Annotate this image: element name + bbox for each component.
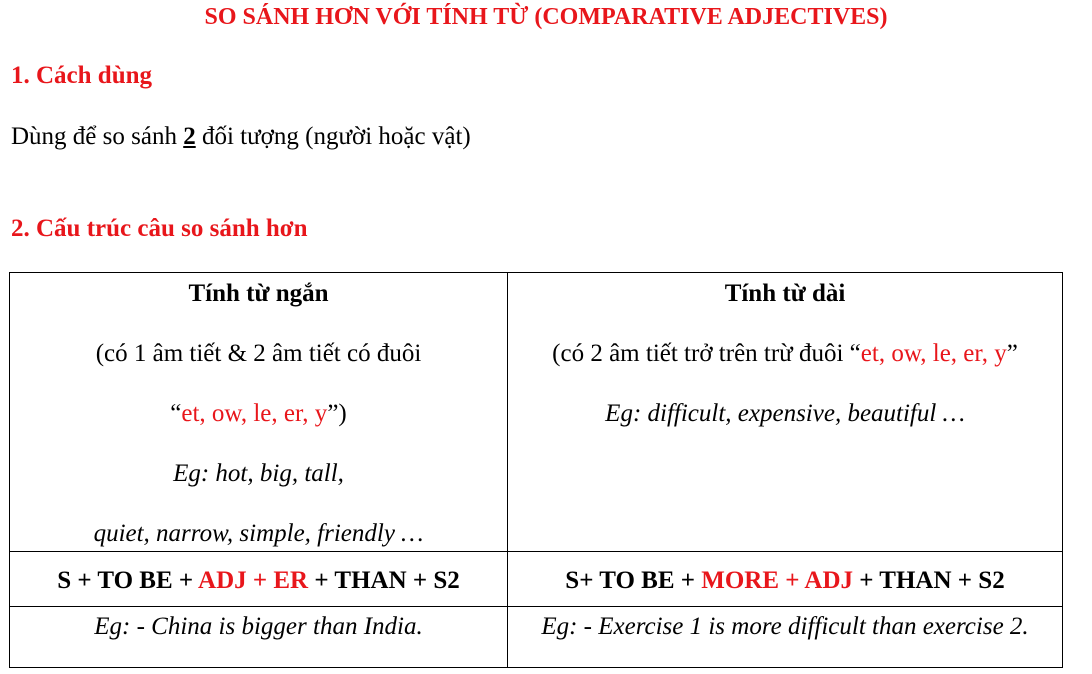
formula-part3: + THAN + S2 <box>853 567 1005 594</box>
section-heading-usage: 1. Cách dùng <box>11 62 153 89</box>
short-example-sentence: Eg: - China is bigger than India. <box>94 613 423 640</box>
long-example-sentence: Eg: - Exercise 1 is more difficult than exercise 2. <box>541 613 1029 640</box>
long-adjective-cell <box>508 278 1062 430</box>
usage-text <box>11 121 471 153</box>
table-divider-row2 <box>10 606 1062 607</box>
long-formula-cell <box>508 565 1062 597</box>
long-example-sentence-cell <box>508 611 1062 643</box>
formula-part2: ADJ + ER <box>198 567 309 594</box>
close-quote: ”) <box>327 400 347 427</box>
short-adjective-endings <box>10 398 507 430</box>
page-title: SO SÁNH HƠN VỚI TÍNH TỪ (COMPARATIVE ADJECTIVES) <box>204 4 888 30</box>
formula-part1: S+ TO BE + <box>565 567 702 594</box>
short-formula <box>10 565 507 597</box>
formula-part2: MORE + ADJ <box>701 567 854 594</box>
long-adjective-header: Tính từ dài <box>724 280 846 307</box>
usage-text-after: đối tượng (người hoặc vật) <box>195 123 471 150</box>
short-adjective-header: Tính từ ngắn <box>188 280 329 307</box>
short-adjective-cell <box>10 278 507 550</box>
comparison-table <box>9 272 1063 668</box>
long-formula <box>508 565 1062 597</box>
usage-number: 2 <box>183 123 196 150</box>
table-divider-row1 <box>10 551 1062 552</box>
short-formula-cell <box>10 565 507 597</box>
short-adjective-example-2: quiet, narrow, simple, friendly … <box>93 520 424 547</box>
long-adjective-example: Eg: difficult, expensive, beautiful … <box>605 400 965 427</box>
section-heading-structure: 2. Cấu trúc câu so sánh hơn <box>11 215 308 242</box>
short-example-sentence-cell <box>10 611 507 643</box>
close-quote: ” <box>1006 340 1018 367</box>
formula-part3: + THAN + S2 <box>308 567 460 594</box>
endings-list: et, ow, le, er, y <box>860 340 1007 367</box>
long-adjective-desc <box>508 338 1062 370</box>
short-adjective-example-1: Eg: hot, big, tall, <box>173 460 344 487</box>
open-quote: “ <box>170 400 182 427</box>
usage-text-before: Dùng để so sánh <box>11 123 184 150</box>
endings-list: et, ow, le, er, y <box>181 400 328 427</box>
long-desc-before: (có 2 âm tiết trở trên trừ đuôi “ <box>552 340 861 367</box>
formula-part1: S + TO BE + <box>57 567 199 594</box>
short-adjective-desc: (có 1 âm tiết & 2 âm tiết có đuôi <box>95 340 422 367</box>
